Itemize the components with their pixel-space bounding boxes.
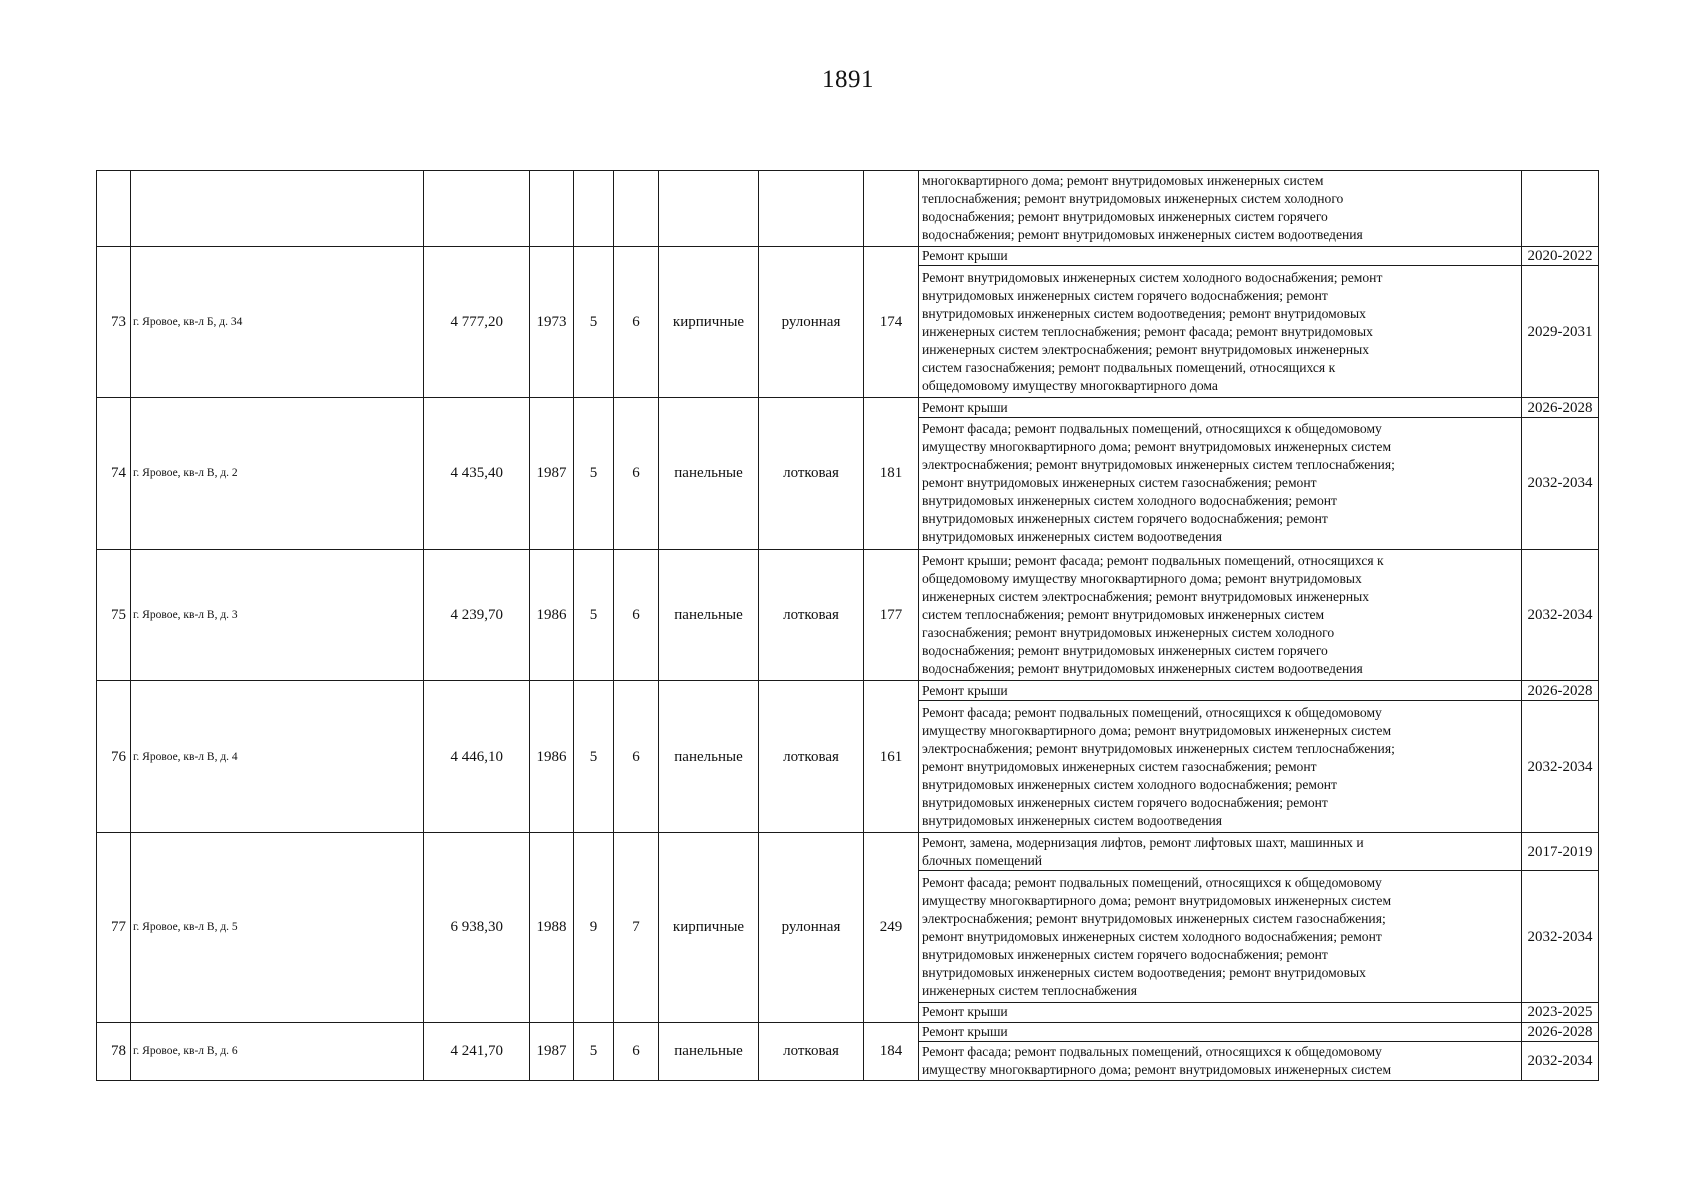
entrances-cell: 6 bbox=[614, 246, 659, 397]
area-cell: 4 446,10 bbox=[424, 681, 530, 832]
empty-cell bbox=[574, 171, 614, 247]
period-cell: 2020-2022 bbox=[1522, 246, 1599, 266]
work-description: Ремонт фасада; ремонт подвальных помещений, относящихся к общедомовому имуществу многоквартирного дома; ремонт внутридомовых инженерных систем электроснабжения; ремонт внутридомовых инженерных систем газоснабжения; ремонт внутридомовых инженерных систем холодного водоснабжения; ремонт внутридомовых инженерных систем горячего водоснабжения; ремонт внутридомовых инженерных систем водоотведения; ремонт внутридомовых инженерных систем теплоснабжения bbox=[922, 874, 1392, 998]
apartments-cell: 249 bbox=[864, 832, 919, 1022]
address-cell: г. Яровое, кв-л В, д. 5 bbox=[131, 832, 424, 1022]
roof-type-cell: лотковая bbox=[759, 1022, 864, 1080]
period-cell: 2029-2031 bbox=[1522, 266, 1599, 398]
address-cell: г. Яровое, кв-л В, д. 4 bbox=[131, 681, 424, 832]
period-cell: 2023-2025 bbox=[1522, 1003, 1599, 1023]
row-number-cell: 73 bbox=[97, 246, 131, 397]
register-body bbox=[97, 171, 1599, 1081]
floors-cell: 5 bbox=[574, 246, 614, 397]
apartments-cell: 181 bbox=[864, 398, 919, 549]
row-number-cell: 76 bbox=[97, 681, 131, 832]
address-cell: г. Яровое, кв-л Б, д. 34 bbox=[131, 246, 424, 397]
floors-cell: 5 bbox=[574, 1022, 614, 1080]
empty-cell bbox=[530, 171, 574, 247]
address-cell: г. Яровое, кв-л В, д. 2 bbox=[131, 398, 424, 549]
entrances-cell: 6 bbox=[614, 681, 659, 832]
period-cell: 2026-2028 bbox=[1522, 398, 1599, 418]
floors-cell: 9 bbox=[574, 832, 614, 1022]
page-number: 1891 bbox=[822, 66, 874, 93]
year-built-cell: 1986 bbox=[530, 549, 574, 681]
period-cell: 2032-2034 bbox=[1522, 871, 1599, 1003]
period-cell: 2032-2034 bbox=[1522, 1042, 1599, 1081]
work-description: Ремонт крыши bbox=[922, 399, 1008, 415]
year-built-cell: 1987 bbox=[530, 398, 574, 549]
work-description-cell bbox=[919, 701, 1522, 833]
work-description-cell bbox=[919, 171, 1522, 247]
entrances-cell: 6 bbox=[614, 398, 659, 549]
work-description: Ремонт крыши bbox=[922, 1024, 1008, 1040]
entrances-cell: 6 bbox=[614, 549, 659, 681]
work-description-cell bbox=[919, 1022, 1522, 1042]
period-cell: 2032-2034 bbox=[1522, 549, 1599, 681]
year-built-cell: 1988 bbox=[530, 832, 574, 1022]
work-description: Ремонт, замена, модернизация лифтов, ремонт лифтовых шахт, машинных и блочных помещений bbox=[922, 834, 1364, 868]
roof-type-cell: рулонная bbox=[759, 832, 864, 1022]
empty-cell bbox=[759, 171, 864, 247]
building-row bbox=[97, 1022, 1599, 1042]
work-description: Ремонт фасада; ремонт подвальных помещений, относящихся к общедомовому имуществу многоквартирного дома; ремонт внутридомовых инженерных систем электроснабжения; ремонт внутридомовых инженерных систем теплоснабжения; ремонт внутридомовых инженерных систем газоснабжения; ремонт внутридомовых инженерных систем холодного водоснабжения; ремонт внутридомовых инженерных систем горячего водоснабжения; ремонт внутридомовых инженерных систем водоотведения bbox=[922, 421, 1395, 545]
area-cell: 4 435,40 bbox=[424, 398, 530, 549]
empty-cell bbox=[131, 171, 424, 247]
work-description-cell bbox=[919, 417, 1522, 549]
work-description: Ремонт фасада; ремонт подвальных помещений, относящихся к общедомовому имуществу многоквартирного дома; ремонт внутридомовых инженерных систем bbox=[922, 1044, 1392, 1078]
year-built-cell: 1986 bbox=[530, 681, 574, 832]
roof-type-cell: рулонная bbox=[759, 246, 864, 397]
period-cell: 2032-2034 bbox=[1522, 417, 1599, 549]
period-cell: 2032-2034 bbox=[1522, 701, 1599, 833]
address-cell: г. Яровое, кв-л В, д. 6 bbox=[131, 1022, 424, 1080]
period-cell: 2017-2019 bbox=[1522, 832, 1599, 870]
work-description-cell bbox=[919, 398, 1522, 418]
period-cell: 2026-2028 bbox=[1522, 681, 1599, 701]
row-number-cell: 75 bbox=[97, 549, 131, 681]
roof-type-cell: лотковая bbox=[759, 398, 864, 549]
work-description-cell bbox=[919, 832, 1522, 870]
wall-material-cell: панельные bbox=[659, 681, 759, 832]
work-description-cell bbox=[919, 681, 1522, 701]
address-cell: г. Яровое, кв-л В, д. 3 bbox=[131, 549, 424, 681]
work-description: Ремонт фасада; ремонт подвальных помещений, относящихся к общедомовому имуществу многоквартирного дома; ремонт внутридомовых инженерных систем электроснабжения; ремонт внутридомовых инженерных систем теплоснабжения; ремонт внутридомовых инженерных систем газоснабжения; ремонт внутридомовых инженерных систем холодного водоснабжения; ремонт внутридомовых инженерных систем горячего водоснабжения; ремонт внутридомовых инженерных систем водоотведения bbox=[922, 704, 1395, 828]
building-row bbox=[97, 398, 1599, 418]
work-description: Ремонт крыши bbox=[922, 248, 1008, 264]
apartments-cell: 177 bbox=[864, 549, 919, 681]
entrances-cell: 6 bbox=[614, 1022, 659, 1080]
wall-material-cell: кирпичные bbox=[659, 832, 759, 1022]
wall-material-cell: панельные bbox=[659, 549, 759, 681]
work-description-cell bbox=[919, 1003, 1522, 1023]
area-cell: 4 241,70 bbox=[424, 1022, 530, 1080]
work-description: многоквартирного дома; ремонт внутридомовых инженерных систем теплоснабжения; ремонт внутридомовых инженерных систем холодного водоснабжения; ремонт внутридомовых инженерных систем горячего водоснабжения; ремонт внутридомовых инженерных систем водоотведения bbox=[922, 173, 1363, 243]
year-built-cell: 1973 bbox=[530, 246, 574, 397]
building-row bbox=[97, 681, 1599, 701]
area-cell: 4 239,70 bbox=[424, 549, 530, 681]
building-row bbox=[97, 246, 1599, 266]
apartments-cell: 161 bbox=[864, 681, 919, 832]
empty-cell bbox=[424, 171, 530, 247]
work-description-cell bbox=[919, 871, 1522, 1003]
work-description: Ремонт внутридомовых инженерных систем холодного водоснабжения; ремонт внутридомовых инженерных систем горячего водоснабжения; ремонт внутридомовых инженерных систем водоотведения; ремонт внутридомовых инженерных систем теплоснабжения; ремонт фасада; ремонт внутридомовых инженерных систем электроснабжения; ремонт внутридомовых инженерных систем газоснабжения; ремонт подвальных помещений, относящихся к общедомовому имуществу многоквартирного дома bbox=[922, 269, 1383, 393]
area-cell: 4 777,20 bbox=[424, 246, 530, 397]
row-number-cell: 77 bbox=[97, 832, 131, 1022]
empty-cell bbox=[864, 171, 919, 247]
roof-type-cell: лотковая bbox=[759, 549, 864, 681]
floors-cell: 5 bbox=[574, 549, 614, 681]
work-description-cell bbox=[919, 549, 1522, 681]
capital-repair-register-table bbox=[96, 170, 1599, 1081]
work-description: Ремонт крыши bbox=[922, 682, 1008, 698]
wall-material-cell: кирпичные bbox=[659, 246, 759, 397]
work-description: Ремонт крыши bbox=[922, 1004, 1008, 1020]
wall-material-cell: панельные bbox=[659, 398, 759, 549]
empty-cell bbox=[97, 171, 131, 247]
year-built-cell: 1987 bbox=[530, 1022, 574, 1080]
empty-cell bbox=[659, 171, 759, 247]
area-cell: 6 938,30 bbox=[424, 832, 530, 1022]
work-description-cell bbox=[919, 246, 1522, 266]
roof-type-cell: лотковая bbox=[759, 681, 864, 832]
building-row bbox=[97, 832, 1599, 870]
work-description-cell bbox=[919, 1042, 1522, 1081]
apartments-cell: 174 bbox=[864, 246, 919, 397]
work-description-cell bbox=[919, 266, 1522, 398]
row-number-cell: 78 bbox=[97, 1022, 131, 1080]
floors-cell: 5 bbox=[574, 398, 614, 549]
continuation-row bbox=[97, 171, 1599, 247]
empty-cell bbox=[614, 171, 659, 247]
work-description: Ремонт крыши; ремонт фасада; ремонт подвальных помещений, относящихся к общедомовому имуществу многоквартирного дома; ремонт внутридомовых инженерных систем электроснабжения; ремонт внутридомовых инженерных систем теплоснабжения; ремонт внутридомовых инженерных систем газоснабжения; ремонт внутридомовых инженерных систем холодного водоснабжения; ремонт внутридомовых инженерных систем горячего водоснабжения; ремонт внутридомовых инженерных систем водоотведения bbox=[922, 553, 1384, 677]
period-cell bbox=[1522, 171, 1599, 247]
entrances-cell: 7 bbox=[614, 832, 659, 1022]
period-cell: 2026-2028 bbox=[1522, 1022, 1599, 1042]
floors-cell: 5 bbox=[574, 681, 614, 832]
wall-material-cell: панельные bbox=[659, 1022, 759, 1080]
building-row bbox=[97, 549, 1599, 681]
apartments-cell: 184 bbox=[864, 1022, 919, 1080]
row-number-cell: 74 bbox=[97, 398, 131, 549]
